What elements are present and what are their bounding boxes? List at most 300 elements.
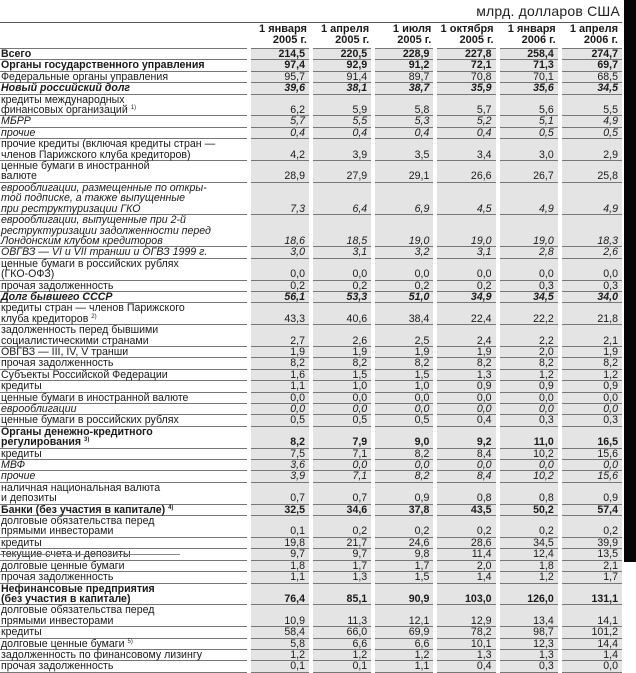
row-label [0, 60, 249, 71]
row-label [0, 94, 249, 116]
value-cell: 0,4 [435, 415, 497, 426]
row-label-text: задолженность перед бывшими [1, 324, 159, 337]
row-label-text: прочая задолженность [1, 660, 114, 673]
row-label-text: кредиты [1, 447, 42, 460]
row-label-text: реструктуризации задолженности перед [1, 224, 211, 237]
value-cell: 5,6 [498, 94, 560, 116]
value-cell: 4,5 [435, 182, 497, 214]
row-label-text: членов Парижского клуба кредиторов) [1, 148, 191, 161]
footnote-marker: 5) [127, 638, 133, 645]
value-cell: 1,9 [249, 346, 311, 357]
value-cell: 89,7 [373, 71, 435, 82]
value-cell: 0,5 [560, 127, 622, 138]
row-label-text: еврооблигации, размещенные по откры- [1, 181, 207, 194]
value-cell: 3,1 [311, 247, 373, 258]
row-label-text: Органы денежно-кредитного [1, 425, 153, 438]
table-row [0, 537, 622, 548]
row-label-text: ценные бумаги в иностранной валюте [1, 391, 189, 404]
value-cell: 34,5 [560, 83, 622, 94]
value-cell: 1,9 [435, 346, 497, 357]
value-cell: 14,4 [560, 638, 622, 649]
value-cell: 12,1 [373, 605, 435, 627]
row-label-line [1, 269, 245, 279]
row-label-line [1, 105, 245, 115]
value-cell: 0,0 [560, 661, 622, 672]
value-cell: 70,1 [498, 71, 560, 82]
value-cell: 1,5 [311, 369, 373, 380]
column-header-date: 1 января [259, 23, 307, 35]
row-label-line [1, 572, 245, 582]
value-cell: 4,9 [560, 182, 622, 214]
value-cell: 19,0 [435, 215, 497, 247]
value-cell: 5,9 [311, 94, 373, 116]
value-cell: 0,0 [560, 392, 622, 403]
value-cell: 3,2 [373, 247, 435, 258]
value-cell: 28,9 [249, 161, 311, 183]
row-label-line [1, 415, 245, 425]
value-cell: 0,0 [498, 460, 560, 471]
table-row [0, 358, 622, 369]
row-label [0, 426, 249, 448]
column-header-date: 1 апреля [320, 23, 370, 35]
value-cell: 7,1 [311, 448, 373, 459]
value-cell: 22,2 [498, 303, 560, 325]
value-cell: 1,7 [560, 572, 622, 583]
row-label-text: наличная национальная валюта [1, 481, 161, 494]
table-body [0, 49, 622, 673]
value-cell: 0,8 [498, 482, 560, 504]
value-cell: 12,3 [498, 638, 560, 649]
value-cell: 0,0 [373, 258, 435, 280]
row-label-line [1, 60, 245, 70]
value-cell: 0,1 [249, 516, 311, 538]
value-cell: 97,4 [249, 60, 311, 71]
row-label-text: долговые ценные бумаги [1, 637, 125, 650]
row-label-line [1, 627, 245, 637]
value-cell: 0,9 [373, 482, 435, 504]
row-label [0, 572, 249, 583]
table-row [0, 572, 622, 583]
row-label-line [1, 437, 245, 447]
value-cell: 0,0 [435, 258, 497, 280]
value-cell: 1,3 [498, 649, 560, 660]
row-label-text: прочая задолженность [1, 571, 114, 584]
table-row [0, 60, 622, 71]
value-cell: 98,7 [498, 627, 560, 638]
table-row [0, 280, 622, 291]
value-cell: 9,0 [373, 426, 435, 448]
table-row [0, 346, 622, 357]
table-row [0, 116, 622, 127]
value-cell: 0,2 [373, 516, 435, 538]
value-cell: 0,9 [435, 381, 497, 392]
value-cell: 0,4 [311, 127, 373, 138]
value-cell: 8,2 [311, 358, 373, 369]
row-label-text: ценные бумаги в российских рублях [1, 257, 179, 270]
value-cell: 1,9 [373, 346, 435, 357]
footnote-marker: 1) [130, 105, 137, 112]
column-header [249, 24, 311, 49]
value-cell: 14,1 [560, 605, 622, 627]
value-cell: 103,0 [435, 583, 497, 605]
value-cell: 1,1 [373, 661, 435, 672]
table-header-row [0, 24, 622, 49]
value-cell: 0,0 [498, 258, 560, 280]
value-cell: 1,0 [311, 381, 373, 392]
row-label-line [1, 204, 245, 214]
row-label-text: еврооблигации, выпущенные при 2-й [1, 214, 186, 227]
value-cell: 3,4 [435, 139, 497, 161]
row-label [0, 247, 249, 258]
value-cell: 1,5 [373, 572, 435, 583]
column-header-year: 2005 г. [335, 34, 370, 46]
row-label-text: текущие счета и депозиты [1, 548, 131, 561]
footnote-rule [0, 554, 180, 555]
value-cell: 34,5 [498, 537, 560, 548]
row-label-line [1, 404, 245, 414]
value-cell: 0,2 [373, 280, 435, 291]
value-cell: 0,0 [435, 404, 497, 415]
row-label-text: прочая задолженность [1, 357, 114, 370]
table-row [0, 49, 622, 60]
value-cell: 5,5 [560, 94, 622, 116]
row-label-text: кредиты [1, 380, 42, 393]
table-row [0, 392, 622, 403]
value-cell: 38,7 [373, 83, 435, 94]
row-label-text: кредиты международных [1, 93, 125, 106]
row-label [0, 471, 249, 482]
value-cell: 19,0 [373, 215, 435, 247]
value-cell: 1,2 [373, 649, 435, 660]
row-label-text: валюте [1, 170, 37, 183]
column-header-year: 2005 г. [397, 34, 432, 46]
value-cell: 8,2 [249, 358, 311, 369]
value-cell: 90,9 [373, 583, 435, 605]
value-cell: 2,0 [435, 560, 497, 571]
row-label [0, 627, 249, 638]
value-cell: 0,0 [435, 392, 497, 403]
value-cell: 227,8 [435, 49, 497, 60]
value-cell: 0,2 [560, 516, 622, 538]
value-cell: 8,2 [373, 471, 435, 482]
row-label-text: Новый российский долг [1, 82, 131, 95]
value-cell: 8,2 [249, 426, 311, 448]
row-label-line [1, 72, 245, 82]
table-row [0, 94, 622, 116]
table-row [0, 460, 622, 471]
value-cell: 34,6 [311, 504, 373, 515]
value-cell: 19,8 [249, 537, 311, 548]
row-label-text: долговые обязательства перед [1, 604, 155, 617]
value-cell: 18,6 [249, 215, 311, 247]
value-cell: 2,2 [498, 325, 560, 347]
value-cell: 7,9 [311, 426, 373, 448]
value-cell: 0,0 [560, 404, 622, 415]
value-cell: 1,2 [249, 649, 311, 660]
value-cell: 0,4 [435, 661, 497, 672]
value-cell: 3,0 [249, 247, 311, 258]
value-cell: 0,0 [311, 392, 373, 403]
column-header-date: 1 января [507, 23, 556, 35]
table-row [0, 247, 622, 258]
value-cell: 37,8 [373, 504, 435, 515]
table-row [0, 71, 622, 82]
row-label [0, 460, 249, 471]
value-cell: 2,5 [373, 325, 435, 347]
value-cell: 0,1 [249, 661, 311, 672]
value-cell: 0,4 [435, 127, 497, 138]
value-cell: 0,5 [498, 127, 560, 138]
row-label [0, 404, 249, 415]
row-label-line [1, 616, 245, 626]
row-label-text: прочие [1, 126, 36, 139]
value-cell: 50,2 [498, 504, 560, 515]
table-row [0, 127, 622, 138]
row-label [0, 346, 249, 357]
value-cell: 0,7 [311, 482, 373, 504]
value-cell: 66,0 [311, 627, 373, 638]
value-cell: 11,0 [498, 426, 560, 448]
row-label-line [1, 236, 245, 246]
value-cell: 1,2 [498, 572, 560, 583]
table-row [0, 369, 622, 380]
value-cell: 3,9 [311, 139, 373, 161]
table-row [0, 516, 622, 538]
row-label [0, 161, 249, 183]
value-cell: 40,6 [311, 303, 373, 325]
value-cell: 3,6 [249, 460, 311, 471]
row-label [0, 482, 249, 504]
value-cell: 21,7 [311, 537, 373, 548]
value-cell: 16,5 [560, 426, 622, 448]
value-cell: 11,3 [311, 605, 373, 627]
row-label [0, 71, 249, 82]
row-label-line [1, 393, 245, 403]
row-label-line [1, 661, 245, 671]
value-cell: 0,2 [249, 280, 311, 291]
value-cell: 126,0 [498, 583, 560, 605]
value-cell: 43,5 [435, 504, 497, 515]
row-label-line [1, 561, 245, 571]
value-cell: 21,8 [560, 303, 622, 325]
value-cell: 10,9 [249, 605, 311, 627]
value-cell: 4,9 [498, 182, 560, 214]
row-label [0, 605, 249, 627]
table-row [0, 426, 622, 448]
value-cell: 12,9 [435, 605, 497, 627]
row-label-text: кредиты стран — членов Парижского [1, 302, 185, 315]
column-header [435, 24, 497, 49]
value-cell: 8,2 [435, 358, 497, 369]
column-header-date: 1 октября [440, 23, 494, 35]
value-cell: 0,4 [373, 127, 435, 138]
row-label-text: Лондонским клубом кредиторов [1, 234, 163, 247]
value-cell: 72,1 [435, 60, 497, 71]
value-cell: 274,7 [560, 49, 622, 60]
value-cell: 0,3 [498, 280, 560, 291]
row-label-text: той подписке, а также выпущенные [1, 192, 186, 205]
value-cell: 57,4 [560, 504, 622, 515]
value-cell: 0,8 [435, 482, 497, 504]
value-cell: 69,7 [560, 60, 622, 71]
value-cell: 3,1 [435, 247, 497, 258]
value-cell: 1,8 [249, 560, 311, 571]
value-cell: 0,3 [560, 415, 622, 426]
value-cell: 69,9 [373, 627, 435, 638]
value-cell: 13,5 [560, 549, 622, 560]
value-cell: 9,8 [373, 549, 435, 560]
value-cell: 1,6 [249, 369, 311, 380]
table-row [0, 303, 622, 325]
value-cell: 3,9 [249, 471, 311, 482]
table-row [0, 258, 622, 280]
row-label-text: кредиты [1, 626, 42, 639]
table-row [0, 182, 622, 214]
value-cell: 0,0 [249, 404, 311, 415]
value-cell: 58,4 [249, 627, 311, 638]
value-cell: 43,3 [249, 303, 311, 325]
row-label-line [1, 150, 245, 160]
value-cell: 22,4 [435, 303, 497, 325]
table-row [0, 649, 622, 660]
value-cell: 0,3 [498, 415, 560, 426]
value-cell: 5,2 [435, 116, 497, 127]
row-label-text: Субъекты Российской Федерации [1, 368, 168, 381]
value-cell: 6,4 [311, 182, 373, 214]
row-label-text: прочая задолженность [1, 279, 114, 292]
value-cell: 0,5 [249, 415, 311, 426]
row-label [0, 116, 249, 127]
value-cell: 25,8 [560, 161, 622, 183]
value-cell: 0,9 [498, 381, 560, 392]
row-label [0, 583, 249, 605]
value-cell: 9,2 [435, 426, 497, 448]
value-cell: 0,9 [560, 482, 622, 504]
row-label-line [1, 171, 245, 181]
value-cell: 95,7 [249, 71, 311, 82]
value-cell: 92,9 [311, 60, 373, 71]
row-label-text: прочие кредиты (включая кредиты стран — [1, 138, 216, 151]
value-cell: 2,7 [249, 325, 311, 347]
value-cell: 0,0 [373, 392, 435, 403]
row-label-text: регулирования [1, 436, 82, 449]
value-cell: 101,2 [560, 627, 622, 638]
table-row [0, 404, 622, 415]
row-label-line [1, 49, 245, 59]
value-cell: 28,6 [435, 537, 497, 548]
row-label-line [1, 505, 245, 515]
value-cell: 35,6 [498, 83, 560, 94]
value-cell: 1,7 [311, 560, 373, 571]
value-cell: 76,4 [249, 583, 311, 605]
table-row [0, 215, 622, 247]
table-row [0, 415, 622, 426]
row-label [0, 303, 249, 325]
row-label-text: ценные бумаги в иностранной [1, 160, 150, 173]
value-cell: 1,9 [560, 346, 622, 357]
external-debt-table [0, 24, 622, 673]
row-label-line [1, 650, 245, 660]
value-cell: 1,3 [311, 572, 373, 583]
row-label-text: кредиты [1, 536, 42, 549]
row-label-line [1, 449, 245, 459]
row-label-text: финансовых организаций [1, 104, 128, 117]
column-header-year: 2006 г. [583, 34, 618, 46]
value-cell: 2,0 [498, 346, 560, 357]
row-label-line [1, 247, 245, 257]
row-label [0, 83, 249, 94]
value-cell: 0,9 [560, 381, 622, 392]
footnote-marker: 3) [84, 437, 90, 444]
value-cell: 5,5 [311, 116, 373, 127]
column-header-year: 2005 г. [272, 34, 307, 46]
value-cell: 2,1 [560, 560, 622, 571]
value-cell: 3,5 [373, 139, 435, 161]
row-label-text: ОВГВЗ — III, IV, V транши [1, 345, 129, 358]
value-cell: 51,0 [373, 291, 435, 302]
row-label-text: задолженность по финансовому лизингу [1, 648, 202, 661]
value-cell: 18,3 [560, 215, 622, 247]
value-cell: 10,2 [498, 471, 560, 482]
row-label-line [1, 493, 245, 503]
value-cell: 0,5 [311, 415, 373, 426]
value-cell: 8,2 [373, 358, 435, 369]
value-cell: 29,1 [373, 161, 435, 183]
value-cell: 15,6 [560, 471, 622, 482]
row-label-line [1, 116, 245, 126]
unit-label: млрд. долларов США [476, 3, 620, 19]
row-label [0, 381, 249, 392]
value-cell: 5,7 [249, 116, 311, 127]
row-label [0, 139, 249, 161]
value-cell: 0,0 [311, 258, 373, 280]
value-cell: 8,2 [373, 448, 435, 459]
row-label-line [1, 281, 245, 291]
value-cell: 1,2 [498, 369, 560, 380]
value-cell: 4,2 [249, 139, 311, 161]
row-label [0, 537, 249, 548]
table-row [0, 661, 622, 672]
row-label [0, 358, 249, 369]
value-cell: 32,5 [249, 504, 311, 515]
value-cell: 0,0 [435, 460, 497, 471]
value-cell: 78,2 [435, 627, 497, 638]
column-header [498, 24, 560, 49]
row-label [0, 291, 249, 302]
table-row [0, 638, 622, 649]
row-label-text: МБРР [1, 115, 31, 128]
row-label-line [1, 336, 245, 346]
value-cell: 1,3 [435, 649, 497, 660]
value-cell: 5,7 [435, 94, 497, 116]
value-cell: 0,3 [498, 661, 560, 672]
value-cell: 26,7 [498, 161, 560, 183]
value-cell: 8,2 [498, 358, 560, 369]
row-label [0, 325, 249, 347]
value-cell: 0,2 [435, 516, 497, 538]
row-label-text: МВФ [1, 459, 26, 472]
table-row [0, 504, 622, 515]
value-cell: 39,6 [249, 83, 311, 94]
value-cell: 1,1 [249, 572, 311, 583]
value-cell: 91,4 [311, 71, 373, 82]
table-row [0, 291, 622, 302]
table-row [0, 471, 622, 482]
row-label-line [1, 538, 245, 548]
value-cell: 5,3 [373, 116, 435, 127]
value-cell: 6,6 [311, 638, 373, 649]
row-label-text: Органы государственного управления [1, 59, 205, 72]
